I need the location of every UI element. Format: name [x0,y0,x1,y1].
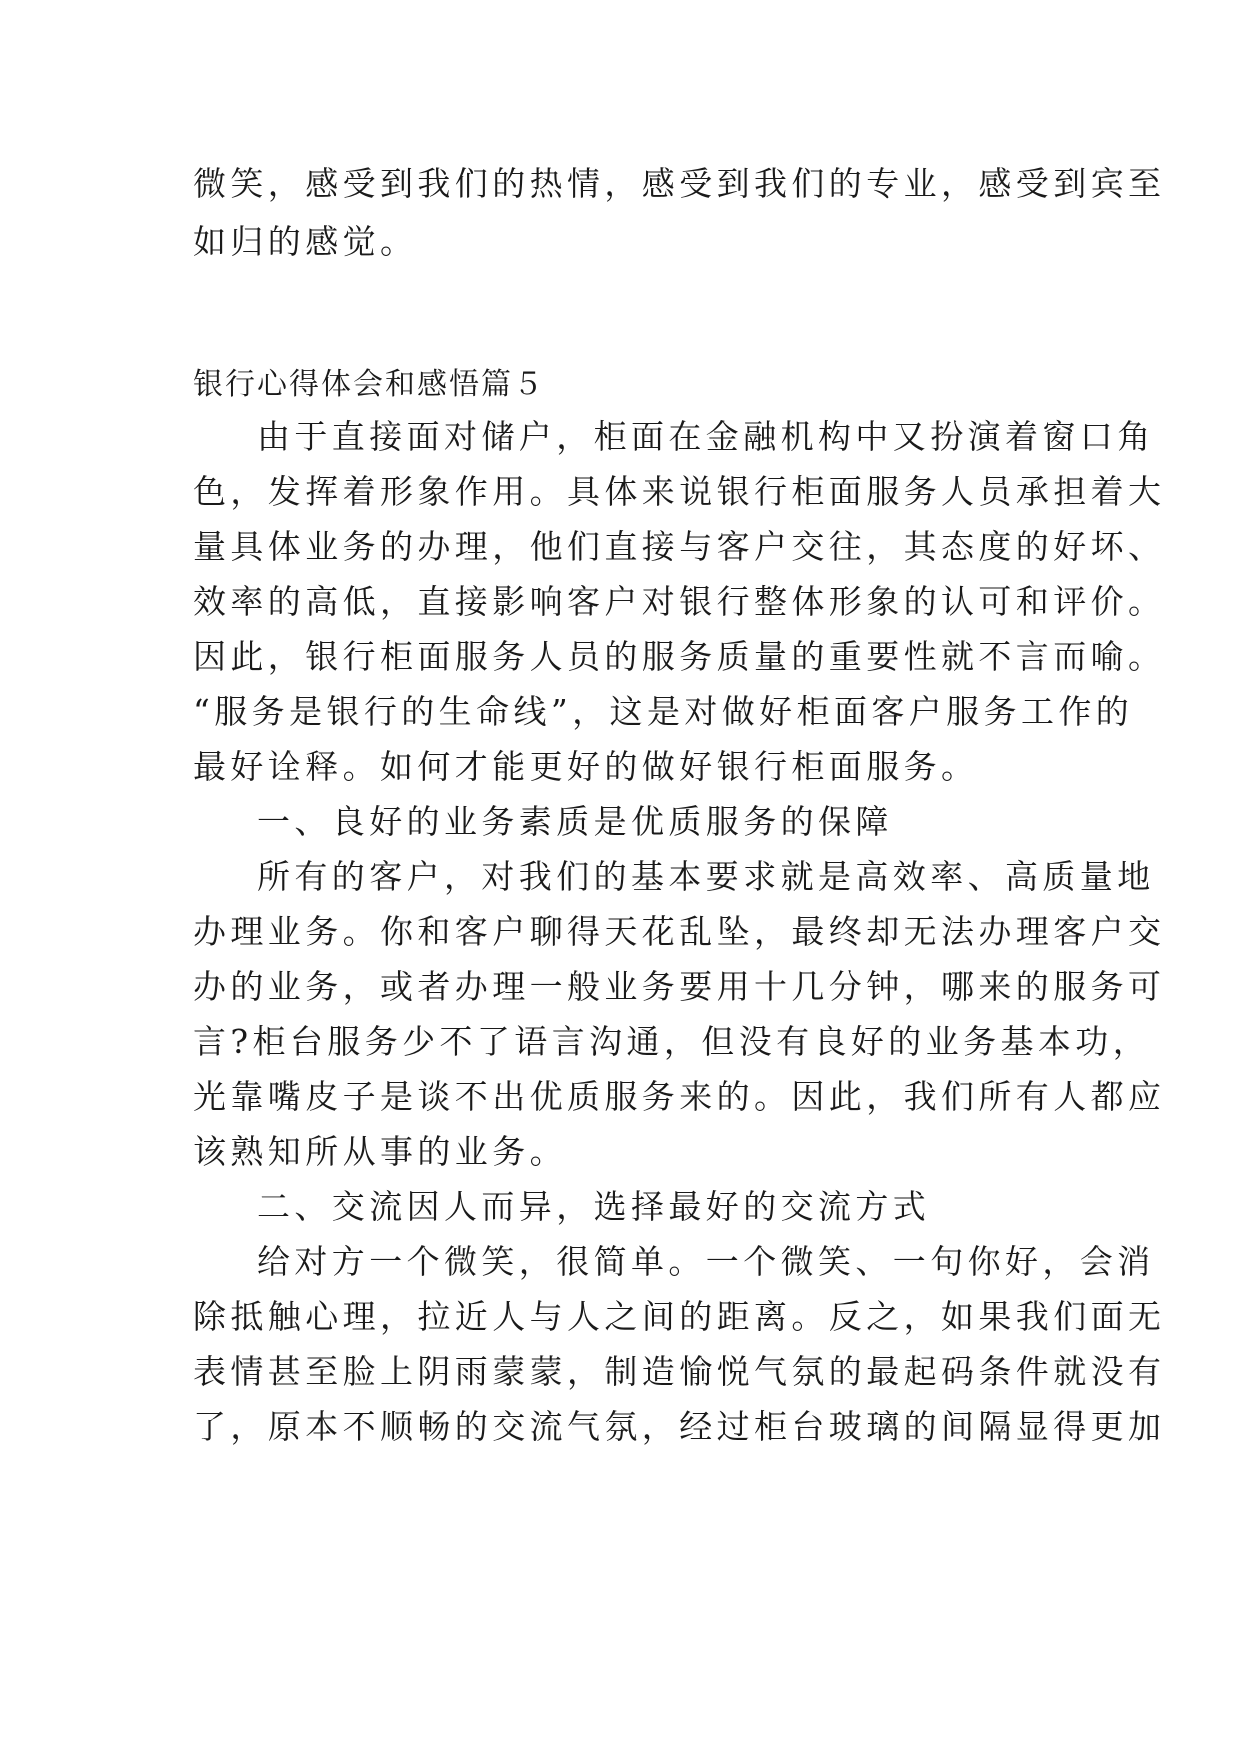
paragraph-line: 办理业务。你和客户聊得天花乱坠，最终却无法办理客户交 [193,912,1166,951]
subheading: 二、交流因人而异，选择最好的交流方式 [257,1187,931,1226]
subheading: 一、良好的业务素质是优质服务的保障 [257,802,893,841]
text-line: 微笑，感受到我们的热情，感受到我们的专业，感受到宾至 [193,164,1166,203]
paragraph-line: 除抵触心理，拉近人与人之间的距离。反之，如果我们面无 [193,1297,1166,1336]
section-title: 银行心得体会和感悟篇５ [193,367,545,402]
paragraph-line: 效率的高低，直接影响客户对银行整体形象的认可和评价。 [193,582,1166,621]
paragraph-line: 该熟知所从事的业务。 [193,1132,567,1171]
paragraph-line: 表情甚至脸上阴雨蒙蒙，制造愉悦气氛的最起码条件就没有 [193,1352,1166,1391]
text-line: 如归的感觉。 [193,222,418,261]
paragraph-line: 言?柜台服务少不了语言沟通，但没有良好的业务基本功， [193,1022,1151,1061]
paragraph-line: 所有的客户，对我们的基本要求就是高效率、高质量地 [257,857,1155,896]
paragraph-line: 由于直接面对储户，柜面在金融机构中又扮演着窗口角 [257,417,1155,456]
paragraph-line: 给对方一个微笑，很简单。一个微笑、一句你好，会消 [257,1242,1155,1281]
paragraph-line: 了，原本不顺畅的交流气氛，经过柜台玻璃的间隔显得更加 [193,1407,1166,1446]
paragraph-line: 光靠嘴皮子是谈不出优质服务来的。因此，我们所有人都应 [193,1077,1166,1116]
paragraph-line: 量具体业务的办理，他们直接与客户交往，其态度的好坏、 [193,527,1166,566]
paragraph-line: 色，发挥着形象作用。具体来说银行柜面服务人员承担着大 [193,472,1166,511]
paragraph-line: “服务是银行的生命线”，这是对做好柜面客户服务工作的 [193,692,1134,731]
paragraph-line: 最好诠释。如何才能更好的做好银行柜面服务。 [193,747,979,786]
paragraph-line: 办的业务，或者办理一般业务要用十几分钟，哪来的服务可 [193,967,1166,1006]
paragraph-line: 因此，银行柜面服务人员的服务质量的重要性就不言而喻。 [193,637,1166,676]
